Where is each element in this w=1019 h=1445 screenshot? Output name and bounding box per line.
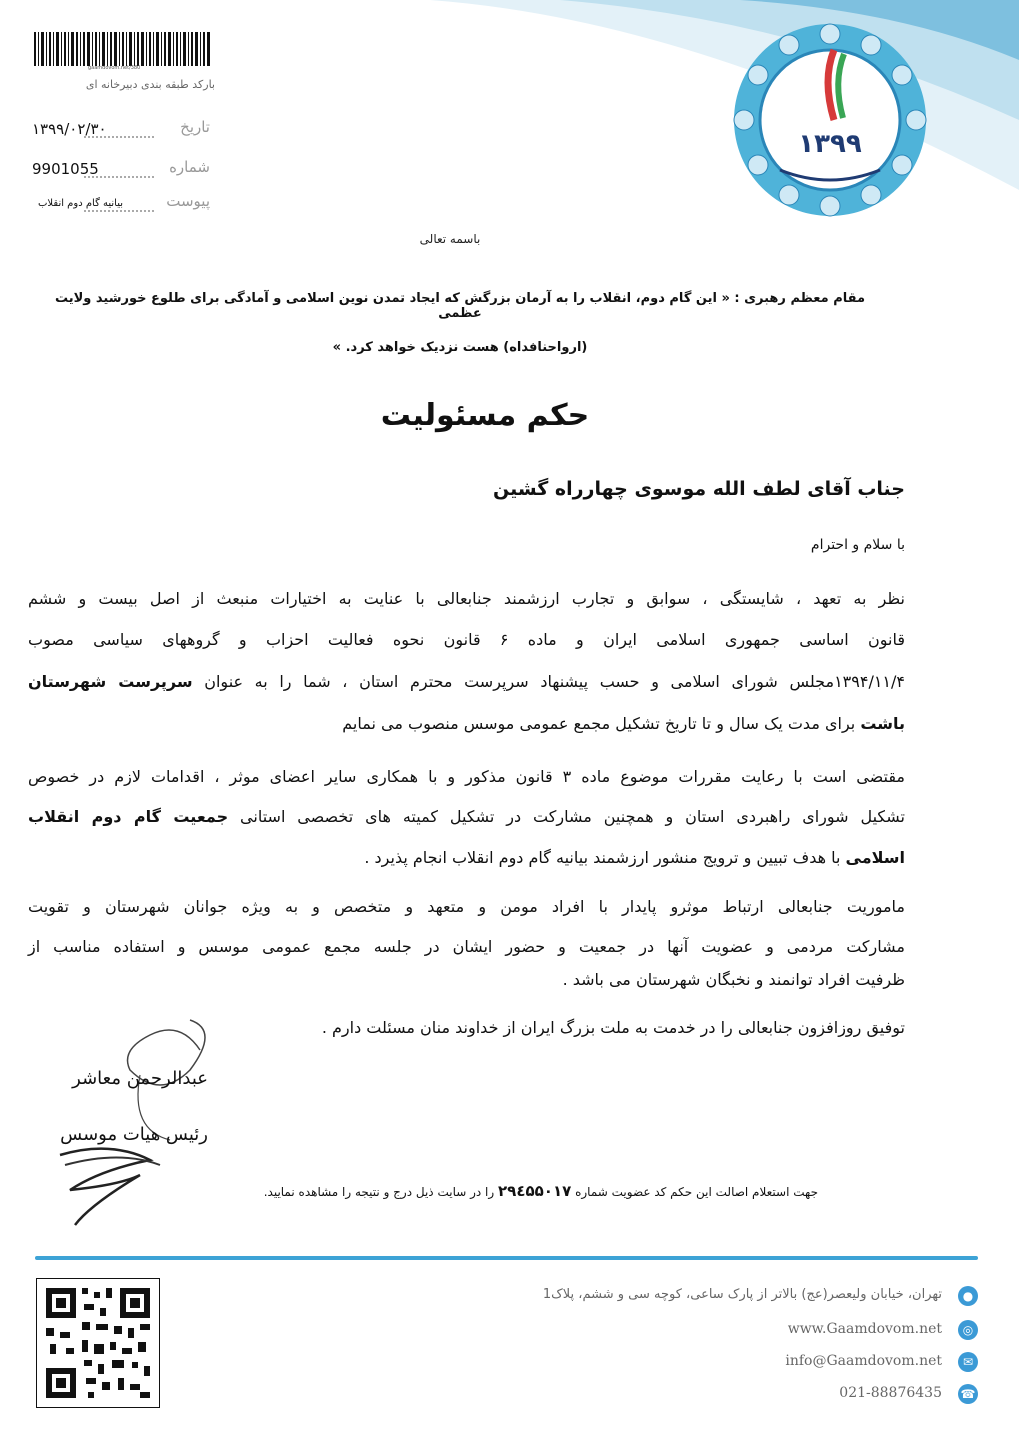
barcode-caption: بارکد طبقه بندی دبیرخانه ای <box>85 78 215 91</box>
verification-note-part-1: جهت استعلام اصالت این حکم کد عضویت شماره <box>571 1185 818 1199</box>
paragraph-2-line-3-text: با هدف تبیین و ترویج منشور ارزشمند بیانیه گام دوم انقلاب انجام پذیرد . <box>364 848 846 867</box>
barcode-url-text: gaamdovom.net/380 <box>88 65 141 71</box>
greeting-text: با سلام و احترام <box>810 537 905 553</box>
leader-quote-line-2: (ارواحنافداه) هست نزدیک خواهد کرد. » <box>332 340 588 355</box>
attachment-row <box>24 192 214 218</box>
paragraph-1-line-2: قانون اساسی جمهوری اسلامی ایران و ماده ۶ قانون نحوه فعالیت احزاب و گروههای سیاسی مصوب <box>28 630 906 649</box>
footer-website-row <box>400 1320 978 1342</box>
organization-name-bold-cont: اسلامی <box>845 848 905 867</box>
date-row <box>24 118 214 144</box>
footer-address-row <box>400 1286 978 1308</box>
qr-code-image <box>36 1278 160 1408</box>
paragraph-1-line-4-text: برای مدت یک سال و تا تاریخ تشکیل مجمع عمومی موسس منصوب می نمایم <box>342 714 861 733</box>
attachment-label: پیوست <box>166 192 210 210</box>
position-title-bold: سرپرست شهرستان <box>28 672 193 691</box>
leader-quote-line-1: مقام معظم رهبری : « این گام دوم، انقلاب را به آرمان بزرگش که ایجاد تمدن نوین اسلامی و آمادگی برای طلوع خورشید ولایت عظمی <box>54 291 866 321</box>
footer-divider <box>35 1256 978 1260</box>
attachment-value: بیانیه گام دوم انقلاب <box>38 198 124 209</box>
paragraph-2-line-1: مقتضی است با رعایت مقررات موضوع ماده ۳ قانون مذکور و با همکاری سایر اعضای موثر ، اقدامات لازم در خصوص <box>28 767 906 786</box>
footer-phone-row <box>400 1384 978 1406</box>
signer-name: عبدالرحمن معاشر <box>72 1068 208 1089</box>
attachment-dotted-line <box>84 210 154 212</box>
email-icon: ✉ <box>958 1352 978 1372</box>
paragraph-2-line-2 <box>28 807 905 827</box>
closing-line: توفیق روزافزون جنابعالی را در خدمت به ملت بزرگ ایران از خداوند منان مسئلت دارم . <box>321 1018 905 1037</box>
paragraph-3-line-2: مشارکت مردمی و عضویت آنها در جمعیت و حضور ایشان در جلسه مجمع عمومی موسس و استفاده مناسب از <box>28 937 905 956</box>
organization-name-bold: جمعیت گام دوم انقلاب <box>28 807 229 826</box>
footer-address: تهران، خیابان ولیعصر(عج) بالاتر از پارک ساعی، کوچه سی و ششم، پلاک1 <box>542 1287 942 1302</box>
date-value: ۱۳۹۹/۰۲/۳۰ <box>32 120 107 138</box>
phone-icon: ☎ <box>958 1384 978 1404</box>
location-pin-icon: ● <box>958 1286 978 1306</box>
verification-note-part-2: را در سایت ذیل درج و نتیجه را مشاهده نمایید. <box>263 1185 499 1199</box>
membership-code: ۲۹٤۵۵۰۱۷ <box>498 1182 572 1200</box>
footer-email[interactable]: info@Gaamdovom.net <box>785 1353 942 1369</box>
paragraph-1-line-3-text: ۱۳۹۴/۱۱/۴مجلس شورای اسلامی و حسب پیشنهاد سرپرست محترم استان ، شما را به عنوان <box>192 672 905 691</box>
paragraph-3-line-3: ظرفیت افراد توانمند و نخبگان شهرستان می باشد . <box>562 970 905 989</box>
paragraph-1-line-1: نظر به تعهد ، شایستگی ، سوابق و تجارب ارزشمند جنابعالی با عنایت به اختیارات منبعث از اصل بیست و ششم <box>28 589 905 608</box>
number-label: شماره <box>169 158 210 176</box>
number-value: 9901055 <box>32 160 99 178</box>
barcode-image <box>34 32 210 66</box>
number-row <box>24 158 214 184</box>
paragraph-2-line-3 <box>28 848 905 868</box>
footer-website[interactable]: www.Gaamdovom.net <box>787 1321 942 1337</box>
bismillah-heading: باسمه تعالی <box>419 232 481 246</box>
globe-icon: ◎ <box>958 1320 978 1340</box>
addressee-name: جناب آقای لطف الله موسوی چهارراه گشین <box>493 478 905 500</box>
organization-emblem-logo <box>730 20 930 220</box>
footer-phone: 021-88876435 <box>839 1385 942 1401</box>
date-label: تاریخ <box>180 118 210 136</box>
footer-email-row <box>400 1352 978 1374</box>
signer-title: رئیس هیات موسس <box>60 1124 208 1145</box>
paragraph-2-line-2-text: تشکیل شورای راهبردی استان و همچنین مشارکت در تشکیل کمیته های تخصصی استانی <box>228 807 905 826</box>
document-title: حکم مسئولیت <box>380 398 590 433</box>
paragraph-3-line-1: ماموریت جنابعالی ارتباط موثرو پایدار با افراد مومن و متعهد و متخصص و به ویژه جوانان شهرستان و تقویت <box>28 897 905 916</box>
verification-note <box>110 1182 818 1200</box>
county-name-bold: باشت <box>860 714 905 733</box>
paragraph-1-line-3 <box>28 672 905 692</box>
emblem-year-text: ۱۳۹۹ <box>798 129 862 159</box>
paragraph-1-line-4 <box>28 714 905 734</box>
